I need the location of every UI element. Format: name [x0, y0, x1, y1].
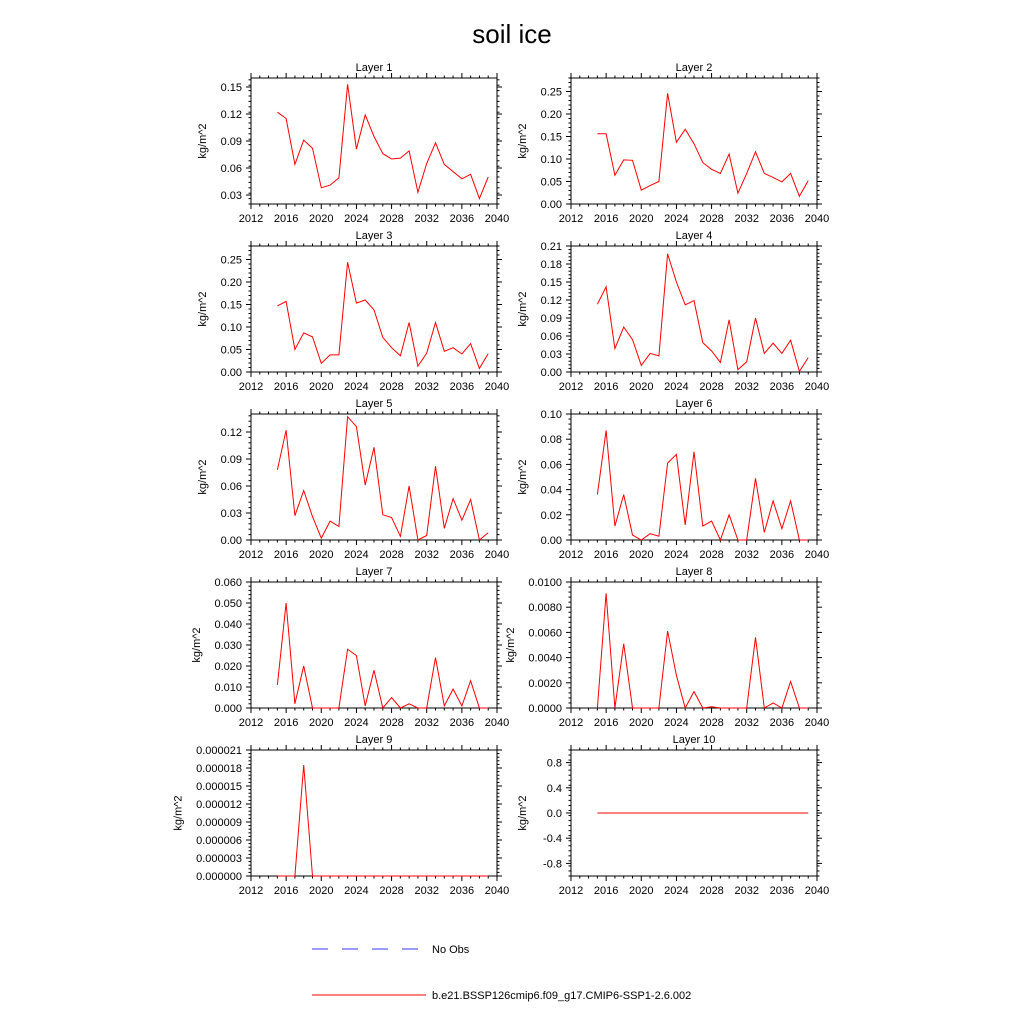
- panel-10: [517, 734, 829, 897]
- y-tick-label: 0.8: [546, 757, 562, 770]
- x-tick-label: 2020: [309, 549, 334, 561]
- panel-title: Layer 4: [675, 230, 713, 242]
- x-tick-label: 2040: [484, 885, 510, 897]
- plot-frame: [251, 582, 497, 708]
- y-tick-label: 0.06: [220, 481, 242, 493]
- x-tick-label: 2036: [769, 381, 795, 393]
- panel-title: Layer 9: [355, 734, 393, 746]
- legend-obs-label: No Obs: [432, 944, 470, 956]
- y-tick-label: -0.8: [543, 858, 562, 871]
- panel-9: [172, 734, 509, 897]
- x-tick-label: 2024: [664, 717, 689, 729]
- y-tick-label: 0.0060: [528, 627, 562, 640]
- y-tick-label: 0.00: [540, 199, 562, 211]
- y-tick-label: 0.10: [540, 154, 562, 166]
- y-tick-label: 0.15: [540, 277, 562, 289]
- y-axis-label: kg/m^2: [517, 795, 530, 831]
- x-tick-label: 2024: [344, 885, 369, 897]
- x-tick-label: 2032: [734, 213, 759, 225]
- y-tick-label: 0.0: [546, 808, 562, 820]
- x-tick-label: 2020: [309, 381, 334, 393]
- x-tick-label: 2024: [344, 717, 369, 729]
- x-tick-label: 2012: [238, 381, 264, 393]
- plot-frame: [571, 414, 817, 540]
- y-tick-label: 0.05: [540, 176, 562, 189]
- y-tick-label: 0.15: [540, 131, 562, 144]
- x-tick-label: 2016: [273, 885, 299, 897]
- x-tick-label: 2028: [379, 213, 404, 225]
- panel-6: [517, 398, 829, 561]
- x-tick-label: 2032: [414, 885, 439, 897]
- panel-title: Layer 6: [675, 398, 713, 410]
- x-tick-label: 2016: [593, 213, 619, 225]
- y-axis-label: kg/m^2: [517, 123, 530, 159]
- y-tick-label: 0.000021: [196, 745, 242, 757]
- y-tick-label: -0.4: [543, 833, 562, 846]
- x-tick-label: 2012: [558, 717, 584, 729]
- panel-title: Layer 7: [355, 566, 393, 578]
- y-axis-label: kg/m^2: [197, 291, 210, 327]
- y-axis-label: kg/m^2: [517, 291, 530, 327]
- x-tick-label: 2020: [309, 885, 334, 897]
- y-axis-label: kg/m^2: [504, 627, 517, 663]
- x-tick-label: 2012: [238, 213, 264, 225]
- x-tick-label: 2012: [558, 213, 584, 225]
- panel-title: Layer 5: [355, 398, 393, 410]
- x-tick-label: 2020: [629, 885, 654, 897]
- x-tick-label: 2040: [484, 549, 510, 561]
- x-tick-label: 2028: [699, 717, 724, 729]
- y-tick-label: 0.03: [220, 508, 242, 520]
- x-tick-label: 2024: [344, 549, 369, 561]
- x-tick-label: 2028: [379, 885, 404, 897]
- y-tick-label: 0.03: [220, 190, 242, 202]
- y-tick-label: 0.000003: [196, 853, 242, 865]
- series-line: [277, 84, 488, 198]
- panel-8: [505, 566, 829, 729]
- x-tick-label: 2028: [379, 381, 404, 393]
- y-tick-label: 0.10: [220, 322, 242, 334]
- x-tick-label: 2012: [238, 549, 264, 561]
- panel-7: [191, 566, 509, 729]
- x-tick-label: 2016: [273, 549, 299, 561]
- y-tick-label: 0.040: [214, 619, 242, 631]
- series-line: [597, 430, 808, 540]
- panel-title: Layer 3: [355, 230, 393, 242]
- x-tick-label: 2012: [238, 717, 264, 729]
- panel-title: Layer 1: [355, 62, 393, 74]
- x-tick-label: 2024: [664, 885, 689, 897]
- y-tick-label: 0.09: [220, 454, 242, 466]
- y-axis-label: kg/m^2: [172, 795, 185, 831]
- x-tick-label: 2020: [629, 381, 654, 393]
- y-axis-label: kg/m^2: [197, 123, 210, 159]
- y-tick-label: 0.010: [214, 682, 242, 694]
- series-line: [277, 603, 488, 708]
- plot-frame: [571, 582, 817, 708]
- plot-frame: [251, 750, 497, 876]
- x-tick-label: 2016: [593, 549, 619, 561]
- y-tick-label: 0.000006: [196, 835, 242, 847]
- x-tick-label: 2020: [629, 549, 654, 561]
- y-tick-label: 0.0000: [528, 703, 562, 715]
- x-tick-label: 2024: [664, 381, 689, 393]
- x-tick-label: 2036: [769, 549, 795, 561]
- x-tick-label: 2040: [484, 381, 510, 393]
- x-tick-label: 2040: [804, 549, 830, 561]
- y-axis-label: kg/m^2: [191, 627, 203, 663]
- x-tick-label: 2028: [379, 717, 404, 729]
- x-tick-label: 2024: [344, 381, 369, 393]
- y-tick-label: 0.0040: [528, 652, 562, 665]
- x-tick-label: 2024: [664, 213, 689, 225]
- x-tick-label: 2012: [238, 885, 264, 897]
- y-tick-label: 0.00: [540, 367, 562, 379]
- x-tick-label: 2012: [558, 549, 584, 561]
- panel-title: Layer 2: [675, 62, 713, 74]
- panel-3: [197, 230, 509, 393]
- panel-5: [197, 398, 509, 561]
- x-tick-label: 2020: [309, 717, 334, 729]
- y-tick-label: 0.4: [546, 782, 562, 795]
- y-tick-label: 0.020: [214, 661, 242, 673]
- y-tick-label: 0.000018: [196, 763, 242, 775]
- y-tick-label: 0.12: [220, 109, 242, 121]
- y-tick-label: 0.06: [220, 163, 242, 175]
- x-tick-label: 2032: [734, 549, 759, 561]
- x-tick-label: 2012: [558, 885, 584, 897]
- panel-title: Layer 8: [675, 566, 713, 578]
- y-tick-label: 0.04: [540, 484, 562, 497]
- y-tick-label: 0.06: [540, 459, 562, 472]
- x-tick-label: 2032: [414, 549, 439, 561]
- x-tick-label: 2016: [273, 717, 299, 729]
- y-tick-label: 0.12: [540, 295, 562, 307]
- y-tick-label: 0.09: [220, 136, 242, 148]
- series-line: [597, 593, 808, 708]
- x-tick-label: 2024: [664, 549, 689, 561]
- x-tick-label: 2032: [414, 213, 439, 225]
- x-tick-label: 2040: [484, 213, 510, 225]
- panels: [172, 62, 829, 897]
- y-tick-label: 0.08: [540, 434, 562, 447]
- y-tick-label: 0.10: [540, 409, 562, 421]
- x-tick-label: 2036: [449, 381, 475, 393]
- x-tick-label: 2036: [449, 549, 475, 561]
- x-tick-label: 2020: [309, 213, 334, 225]
- y-tick-label: 0.12: [220, 427, 242, 439]
- x-tick-label: 2016: [273, 381, 299, 393]
- x-tick-label: 2036: [769, 717, 795, 729]
- x-tick-label: 2036: [769, 213, 795, 225]
- y-tick-label: 0.000000: [196, 871, 242, 883]
- x-tick-label: 2016: [593, 885, 619, 897]
- y-tick-label: 0.00: [220, 367, 242, 379]
- y-tick-label: 0.000009: [196, 817, 242, 829]
- y-tick-label: 0.25: [220, 254, 242, 267]
- x-tick-label: 2036: [449, 213, 475, 225]
- x-tick-label: 2040: [804, 213, 830, 225]
- series-line: [277, 417, 488, 540]
- panel-4: [517, 230, 829, 393]
- y-tick-label: 0.02: [540, 509, 562, 522]
- x-tick-label: 2036: [769, 885, 795, 897]
- x-tick-label: 2012: [558, 381, 584, 393]
- x-tick-label: 2032: [734, 381, 759, 393]
- y-tick-label: 0.15: [220, 299, 242, 312]
- x-tick-label: 2040: [484, 717, 510, 729]
- x-tick-label: 2032: [734, 717, 759, 729]
- y-axis-label: kg/m^2: [517, 459, 530, 495]
- x-tick-label: 2020: [629, 717, 654, 729]
- y-tick-label: 0.25: [540, 86, 562, 99]
- x-tick-label: 2032: [734, 885, 759, 897]
- x-tick-label: 2016: [593, 381, 619, 393]
- plot-frame: [251, 414, 497, 540]
- y-tick-label: 0.0020: [528, 677, 562, 690]
- panel-title: Layer 10: [672, 734, 716, 746]
- x-tick-label: 2024: [344, 213, 369, 225]
- series-line: [597, 93, 808, 196]
- y-tick-label: 0.05: [220, 344, 242, 357]
- y-tick-label: 0.0100: [528, 577, 562, 589]
- y-tick-label: 0.060: [214, 577, 242, 589]
- y-tick-label: 0.06: [540, 331, 562, 343]
- x-tick-label: 2016: [273, 213, 299, 225]
- x-tick-label: 2040: [804, 717, 830, 729]
- x-tick-label: 2040: [804, 885, 830, 897]
- series-line: [277, 262, 488, 368]
- x-tick-label: 2020: [629, 213, 654, 225]
- y-tick-label: 0.000012: [196, 799, 242, 811]
- y-axis-label: kg/m^2: [197, 459, 210, 495]
- y-tick-label: 0.09: [540, 313, 562, 325]
- plot-frame: [571, 246, 817, 372]
- series-line: [277, 765, 488, 876]
- x-tick-label: 2028: [699, 549, 724, 561]
- y-tick-label: 0.21: [540, 241, 562, 253]
- y-tick-label: 0.000015: [196, 781, 242, 793]
- series-line: [597, 254, 808, 372]
- x-tick-label: 2028: [699, 213, 724, 225]
- x-tick-label: 2032: [414, 717, 439, 729]
- y-tick-label: 0.000: [214, 703, 242, 715]
- panel-1: [197, 62, 509, 225]
- y-tick-label: 0.00: [220, 535, 242, 547]
- x-tick-label: 2016: [593, 717, 619, 729]
- x-tick-label: 2036: [449, 885, 475, 897]
- legend: [312, 944, 691, 1002]
- plot-frame: [251, 78, 497, 204]
- panel-2: [517, 62, 829, 225]
- y-tick-label: 0.0080: [528, 602, 562, 615]
- x-tick-label: 2032: [414, 381, 439, 393]
- y-tick-label: 0.030: [214, 640, 242, 652]
- x-tick-label: 2028: [699, 885, 724, 897]
- x-tick-label: 2036: [449, 717, 475, 729]
- figure-title: soil ice: [472, 19, 552, 49]
- y-tick-label: 0.03: [540, 349, 562, 361]
- x-tick-label: 2028: [699, 381, 724, 393]
- legend-model-label: b.e21.BSSP126cmip6.f09_g17.CMIP6-SSP1-2.6.002: [432, 990, 692, 1002]
- y-tick-label: 0.15: [220, 82, 242, 94]
- y-tick-label: 0.20: [540, 109, 562, 121]
- x-tick-label: 2028: [379, 549, 404, 561]
- y-tick-label: 0.20: [220, 277, 242, 289]
- y-tick-label: 0.050: [214, 598, 242, 610]
- x-tick-label: 2040: [804, 381, 830, 393]
- y-tick-label: 0.18: [540, 259, 562, 271]
- y-tick-label: 0.00: [540, 535, 562, 547]
